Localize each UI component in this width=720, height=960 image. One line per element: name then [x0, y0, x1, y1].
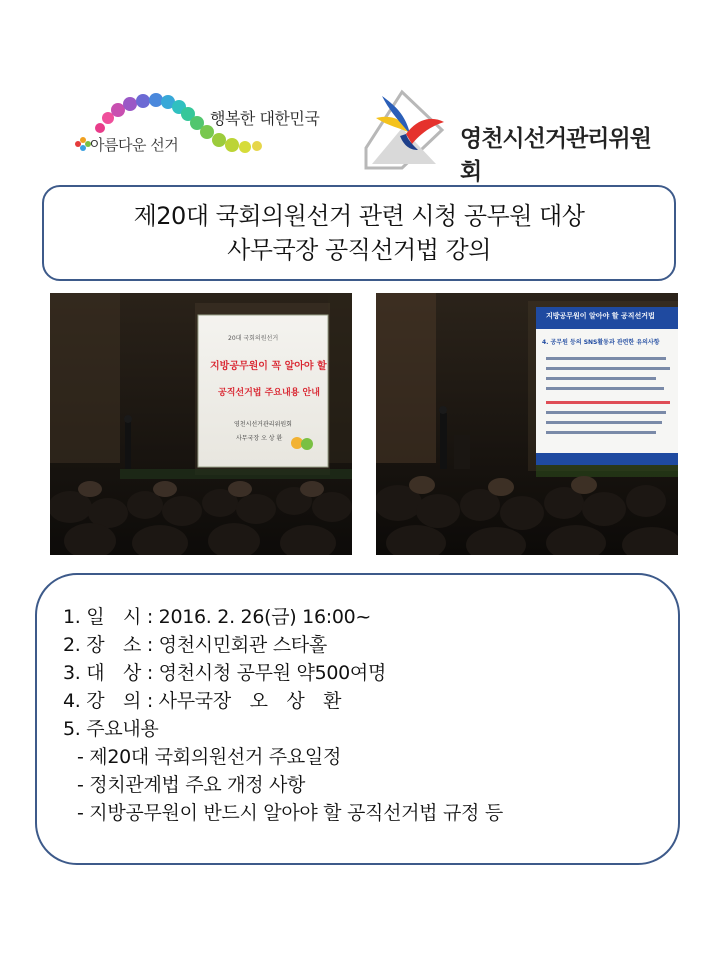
commission-emblem-icon: [362, 88, 452, 170]
slide-org-name: 영천시선거관리위원회: [234, 421, 292, 428]
slide-heading: 4. 공무원 등의 SNS활동과 관련한 유의사항: [542, 339, 660, 346]
flower-icon: [75, 137, 91, 151]
content-item-regulations: - 지방공무원이 반드시 알아야 할 공직선거법 규정 등: [77, 802, 503, 824]
lecture-photo-right: [376, 293, 678, 555]
detail-venue: 2. 장 소 : 영천시민회관 스타홀: [63, 634, 327, 656]
slide-title-line-2: 공직선거법 주요내용 안내: [218, 388, 320, 398]
title-line-1: 제20대 국회의원선거 관련 시청 공무원 대상: [133, 202, 585, 230]
slogan-beautiful-election: 아름다운 선거: [90, 136, 179, 154]
detail-audience: 3. 대 상 : 영천시청 공무원 약500여명: [63, 662, 387, 684]
election-commission-logo: [362, 88, 662, 185]
slide-top-caption: 20대 국회의원선거: [228, 335, 279, 342]
title-box: [42, 185, 676, 281]
slide-title-line-1: 지방공무원이 꼭 알아야 할: [210, 361, 327, 372]
auditorium-scene: [50, 293, 352, 555]
slide-presenter: 사무국장 오 상 환: [236, 435, 283, 442]
auditorium-scene: [376, 293, 678, 555]
detail-date: 1. 일 시 : 2016. 2. 26(금) 16:00~: [63, 606, 372, 628]
slide-header: 지방공무원이 알아야 할 공직선거법: [546, 312, 655, 320]
commission-name: 영천시선거관리위원회: [460, 126, 651, 185]
title-line-2: 사무국장 공직선거법 강의: [227, 236, 491, 264]
lecture-photo-left: [50, 293, 352, 555]
content-item-law-revision: - 정치관계법 주요 개정 사항: [77, 774, 306, 796]
lecture-details-list: [63, 603, 503, 827]
mascot-icon: [290, 433, 314, 453]
election-slogan-logo: [70, 92, 340, 160]
detail-main-content: 5. 주요내용: [63, 718, 159, 740]
content-item-schedule: - 제20대 국회의원선거 주요일정: [77, 746, 342, 768]
slogan-happy-korea: 행복한 대한민국: [210, 109, 320, 128]
lecture-details-box: [35, 573, 680, 865]
detail-lecturer: 4. 강 의 : 사무국장 오 상 환: [63, 690, 342, 712]
